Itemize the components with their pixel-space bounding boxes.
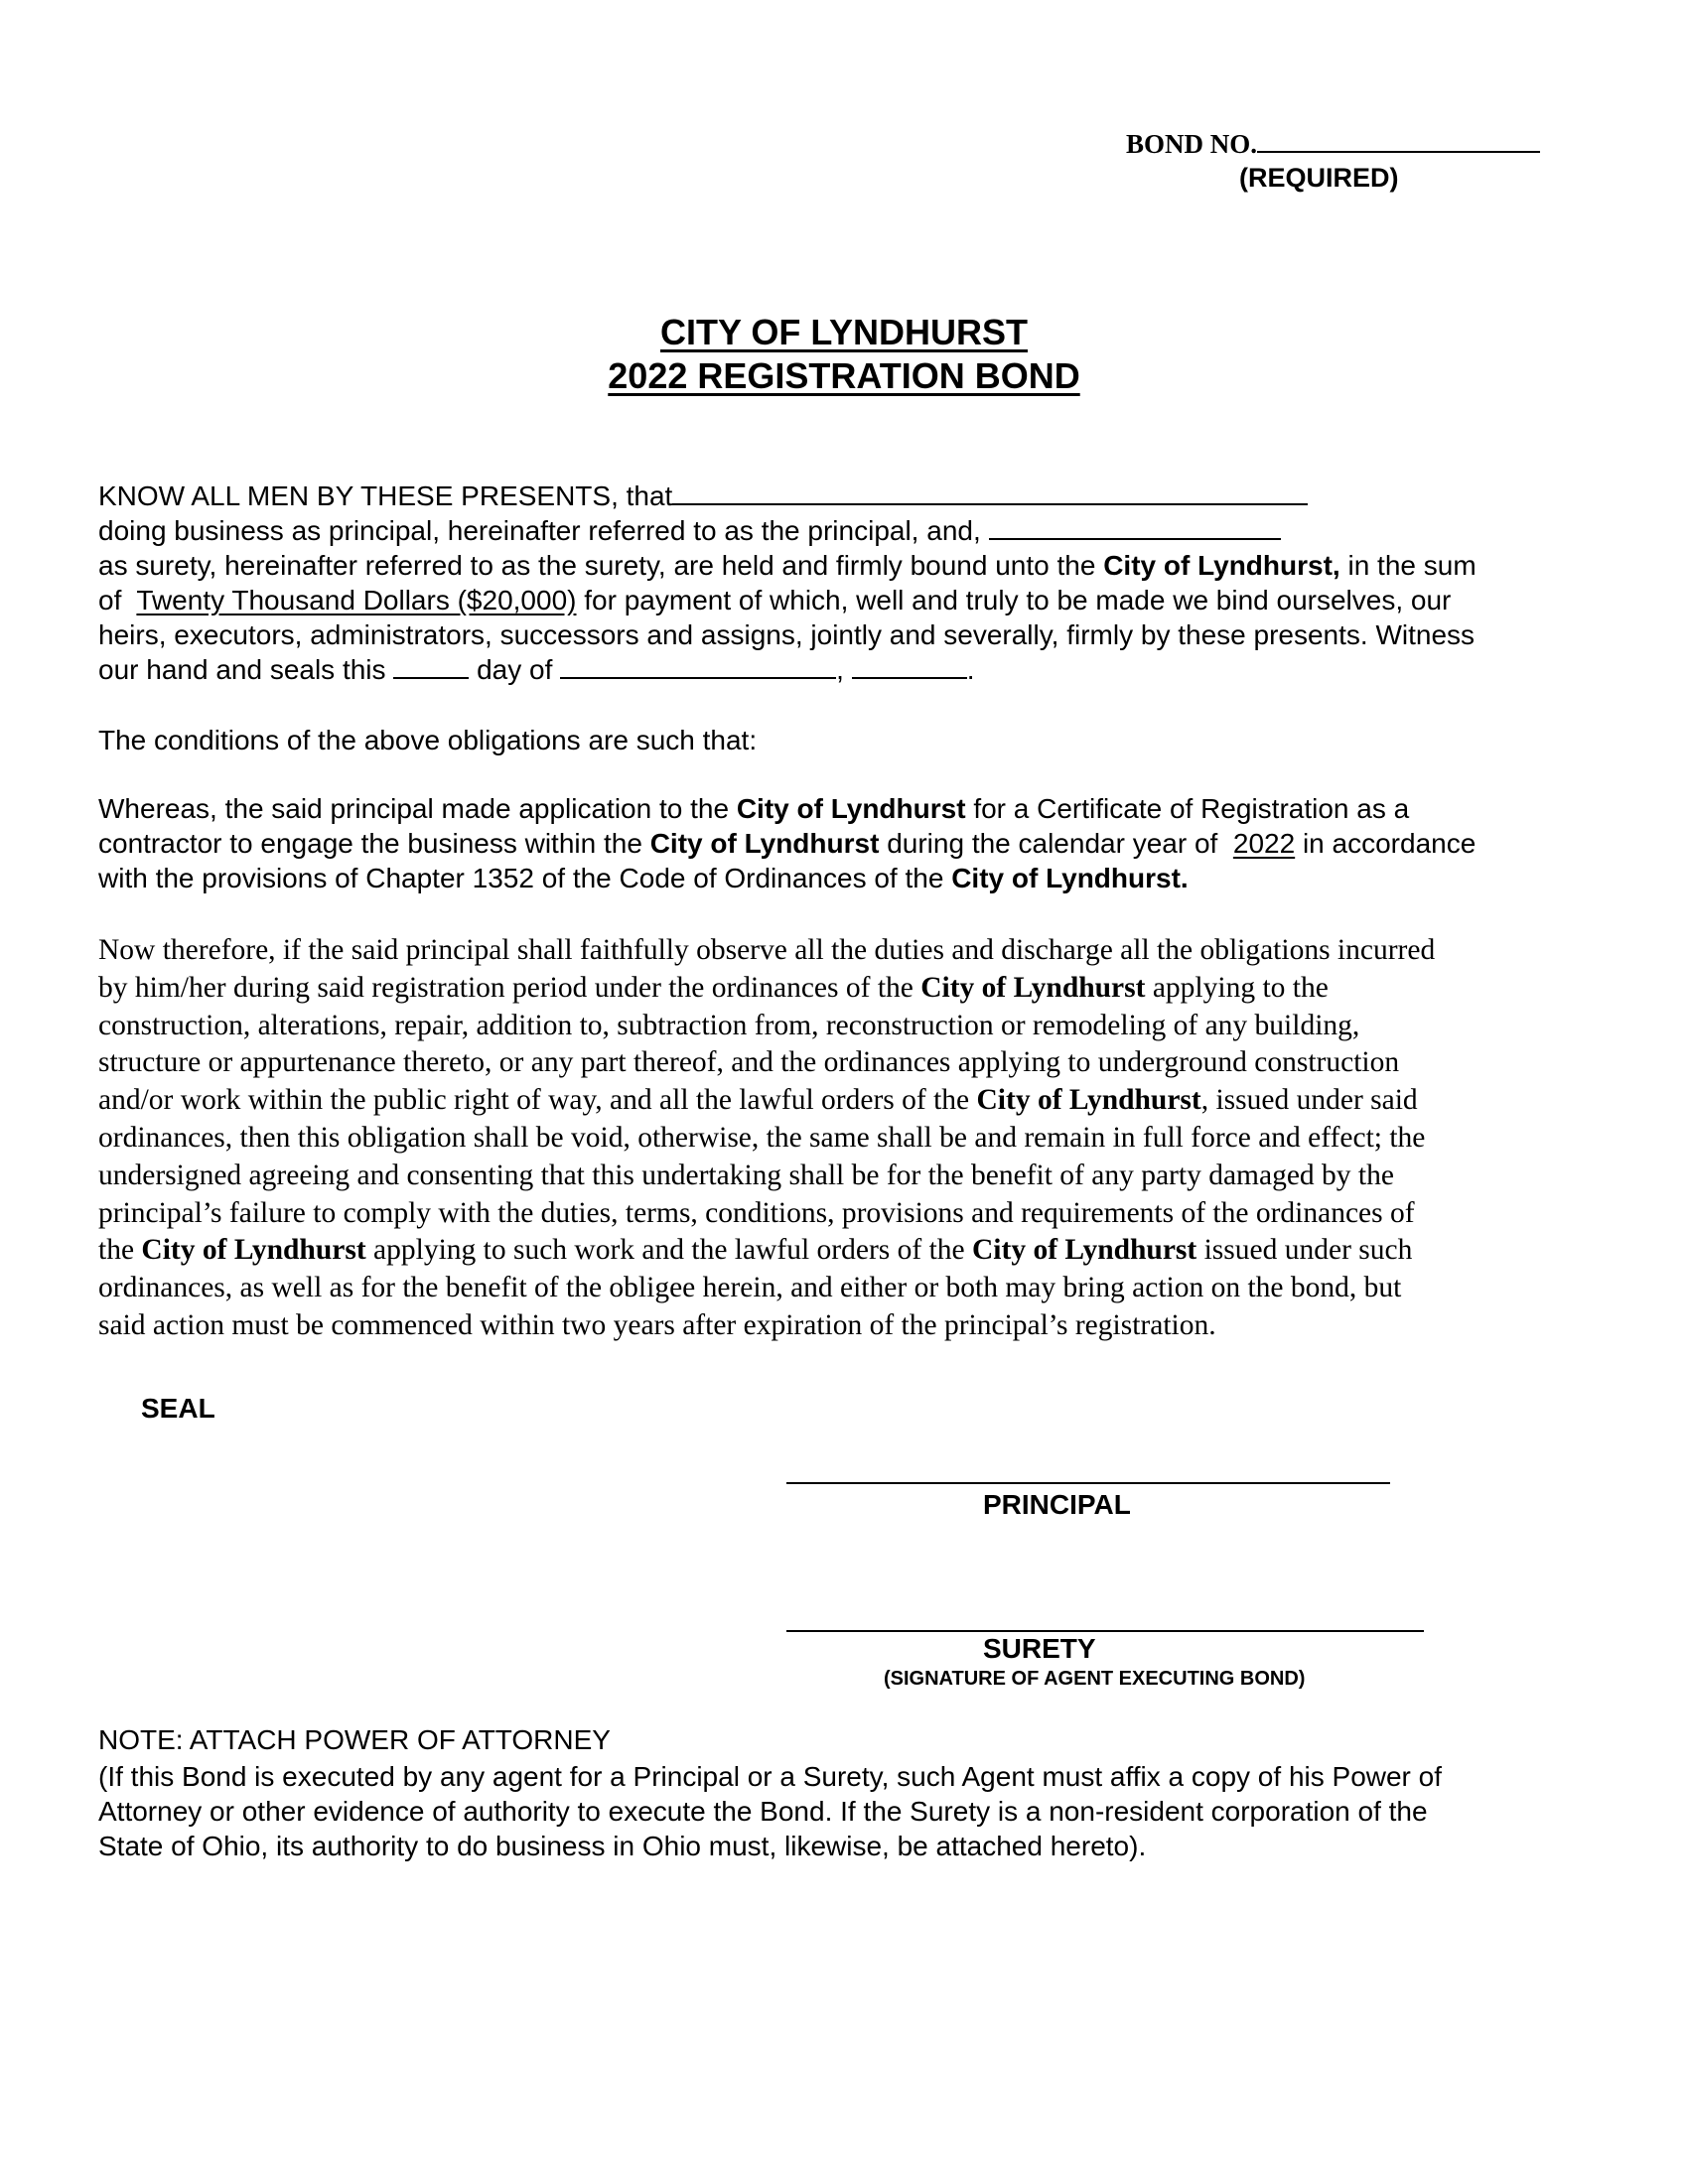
note-paragraph: (If this Bond is executed by any agent for a Principal or a Surety, such Agent must affix a copy of his Power of Attorney or other evidence of authority to execute the Bond. If the Surety is a non-resident corporation of the State of Ohio, its authority to do business in Ohio must, likewise, be attached hereto). [98,1761,1443,1861]
principal-label: PRINCIPAL [983,1489,1131,1520]
know-all-men-paragraph: KNOW ALL MEN BY THESE PRESENTS, that doing business as principal, hereinafter referred to as the principal, and, as surety, hereinafter referred to as the surety, are held and firmly bound unto the City of Lyndhurst, in the sum of Twenty Thousand Dollars ($20,000) for payment of which, well and truly to be made we bind ourselves, our heirs, executors, administrators, successors and assigns, jointly and severally, firmly by these presents. Witness our hand and seals this day of , . [98,480,1477,685]
year-blank[interactable] [852,653,967,679]
registration-year: 2022 [1232,828,1296,859]
bond-number-label: BOND NO. [1126,129,1258,159]
bond-amount: Twenty Thousand Dollars ($20,000) [136,585,577,615]
document-title-city: CITY OF LYNDHURST [659,312,1029,352]
document-title-bond: 2022 REGISTRATION BOND [608,355,1080,396]
bond-number-field [1126,127,1540,160]
bond-number-required-note: (REQUIRED) [1239,163,1399,193]
conditions-statement: The conditions of the above obligations are such that: [98,725,758,755]
bond-number-blank[interactable] [1257,127,1540,153]
day-blank[interactable] [393,653,469,679]
now-therefore-paragraph: Now therefore, if the said principal shall faithfully observe all the duties and discharge all the obligations incurred by him/her during said registration period under the ordinances of the City of Lyndhurst applying to the construction, alterations, repair, addition to, subtraction from, reconstruction or remodeling of any building, structure or appurtenance thereto, or any part thereof, and the ordinances applying to underground construction and/or work within the public right of way, and all the lawful orders of the City of Lyndhurst, issued under said ordinances, then this obligation shall be void, otherwise, the same shall be and remain in full force and effect; the undersigned agreeing and consenting that this undertaking shall be for the benefit of any party damaged by the principal’s failure to comply with the duties, terms, conditions, provisions and requirements of the ordinances of the City of Lyndhurst applying to such work and the lawful orders of the City of Lyndhurst issued under such ordinances, as well as for the benefit of the obligee herein, and either or both may bring action on the bond, but said action must be commenced within two years after expiration of the principal’s registration. [98,934,1436,1341]
whereas-paragraph: Whereas, the said principal made application to the City of Lyndhurst for a Certificate of Registration as a contractor to engage the business within the City of Lyndhurst during the calendar year of 2022 in accordance with the provisions of Chapter 1352 of the Code of Ordinances of the City of Lyndhurst. [98,793,1477,893]
month-blank[interactable] [560,653,836,679]
principal-name-blank[interactable] [672,479,1308,505]
note-heading: NOTE: ATTACH POWER OF ATTORNEY [98,1724,611,1755]
surety-agent-note: (SIGNATURE OF AGENT EXECUTING BOND) [884,1668,1306,1690]
principal-signature-line[interactable] [786,1482,1390,1484]
surety-signature-line[interactable] [786,1630,1424,1632]
surety-name-blank[interactable] [989,514,1281,540]
seal-label: SEAL [141,1393,215,1424]
surety-label: SURETY [983,1633,1096,1664]
